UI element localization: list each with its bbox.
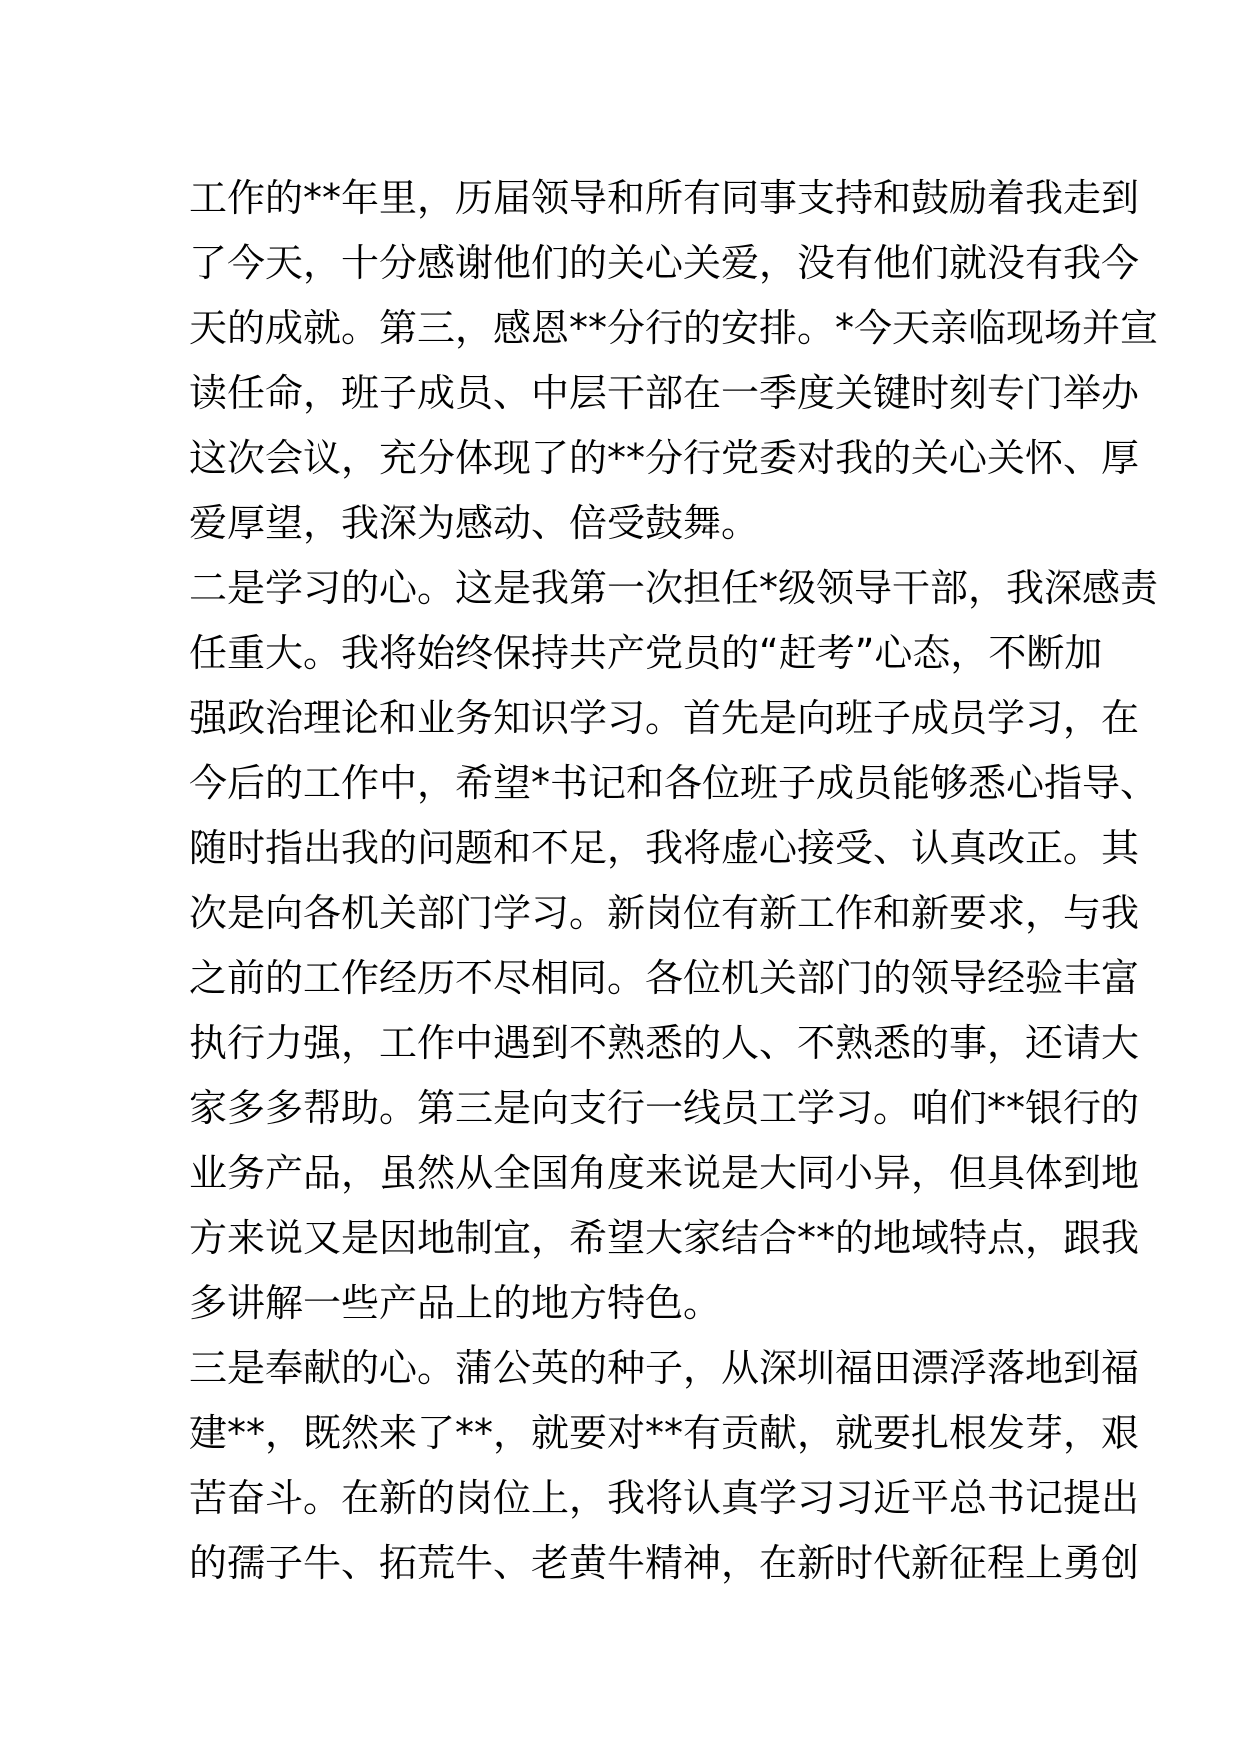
text-line: 方来说又是因地制宜，希望大家结合**的地域特点，跟我: [189, 1216, 1140, 1260]
body-text: [189, 166, 1159, 1596]
text-line: 爱厚望，我深为感动、倍受鼓舞。: [189, 501, 760, 545]
text-line: 三是奉献的心。蒲公英的种子，从深圳福田漂浮落地到福: [189, 1346, 1140, 1390]
text-line: 任重大。我将始终保持共产党员的“赶考”心态，不断加: [189, 631, 1103, 675]
text-line: 随时指出我的问题和不足，我将虚心接受、认真改正。其: [189, 826, 1140, 870]
text-line: 家多多帮助。第三是向支行一线员工学习。咱们**银行的: [189, 1086, 1140, 1130]
text-line: 天的成就。第三，感恩**分行的安排。*今天亲临现场并宣: [189, 306, 1159, 350]
text-line: 强政治理论和业务知识学习。首先是向班子成员学习，在: [189, 696, 1140, 740]
text-line: 之前的工作经历不尽相同。各位机关部门的领导经验丰富: [189, 956, 1140, 1000]
text-line: 工作的**年里，历届领导和所有同事支持和鼓励着我走到: [189, 176, 1140, 220]
text-line: 这次会议，充分体现了的**分行党委对我的关心关怀、厚: [189, 436, 1140, 480]
text-line: 多讲解一些产品上的地方特色。: [189, 1281, 722, 1325]
text-line: 业务产品，虽然从全国角度来说是大同小异，但具体到地: [189, 1151, 1140, 1195]
text-line: 的孺子牛、拓荒牛、老黄牛精神，在新时代新征程上勇创: [189, 1541, 1140, 1585]
text-line: 苦奋斗。在新的岗位上，我将认真学习习近平总书记提出: [189, 1476, 1140, 1520]
text-line: 了今天，十分感谢他们的关心关爱，没有他们就没有我今: [189, 241, 1140, 285]
text-line: 执行力强，工作中遇到不熟悉的人、不熟悉的事，还请大: [189, 1021, 1140, 1065]
text-line: 建**，既然来了**，就要对**有贡献，就要扎根发芽，艰: [189, 1411, 1140, 1455]
text-line: 二是学习的心。这是我第一次担任*级领导干部，我深感责: [189, 566, 1159, 610]
text-line: 今后的工作中，希望*书记和各位班子成员能够悉心指导、: [189, 761, 1159, 805]
text-line: 读任命，班子成员、中层干部在一季度关键时刻专门举办: [189, 371, 1140, 415]
text-line: 次是向各机关部门学习。新岗位有新工作和新要求，与我: [189, 891, 1140, 935]
